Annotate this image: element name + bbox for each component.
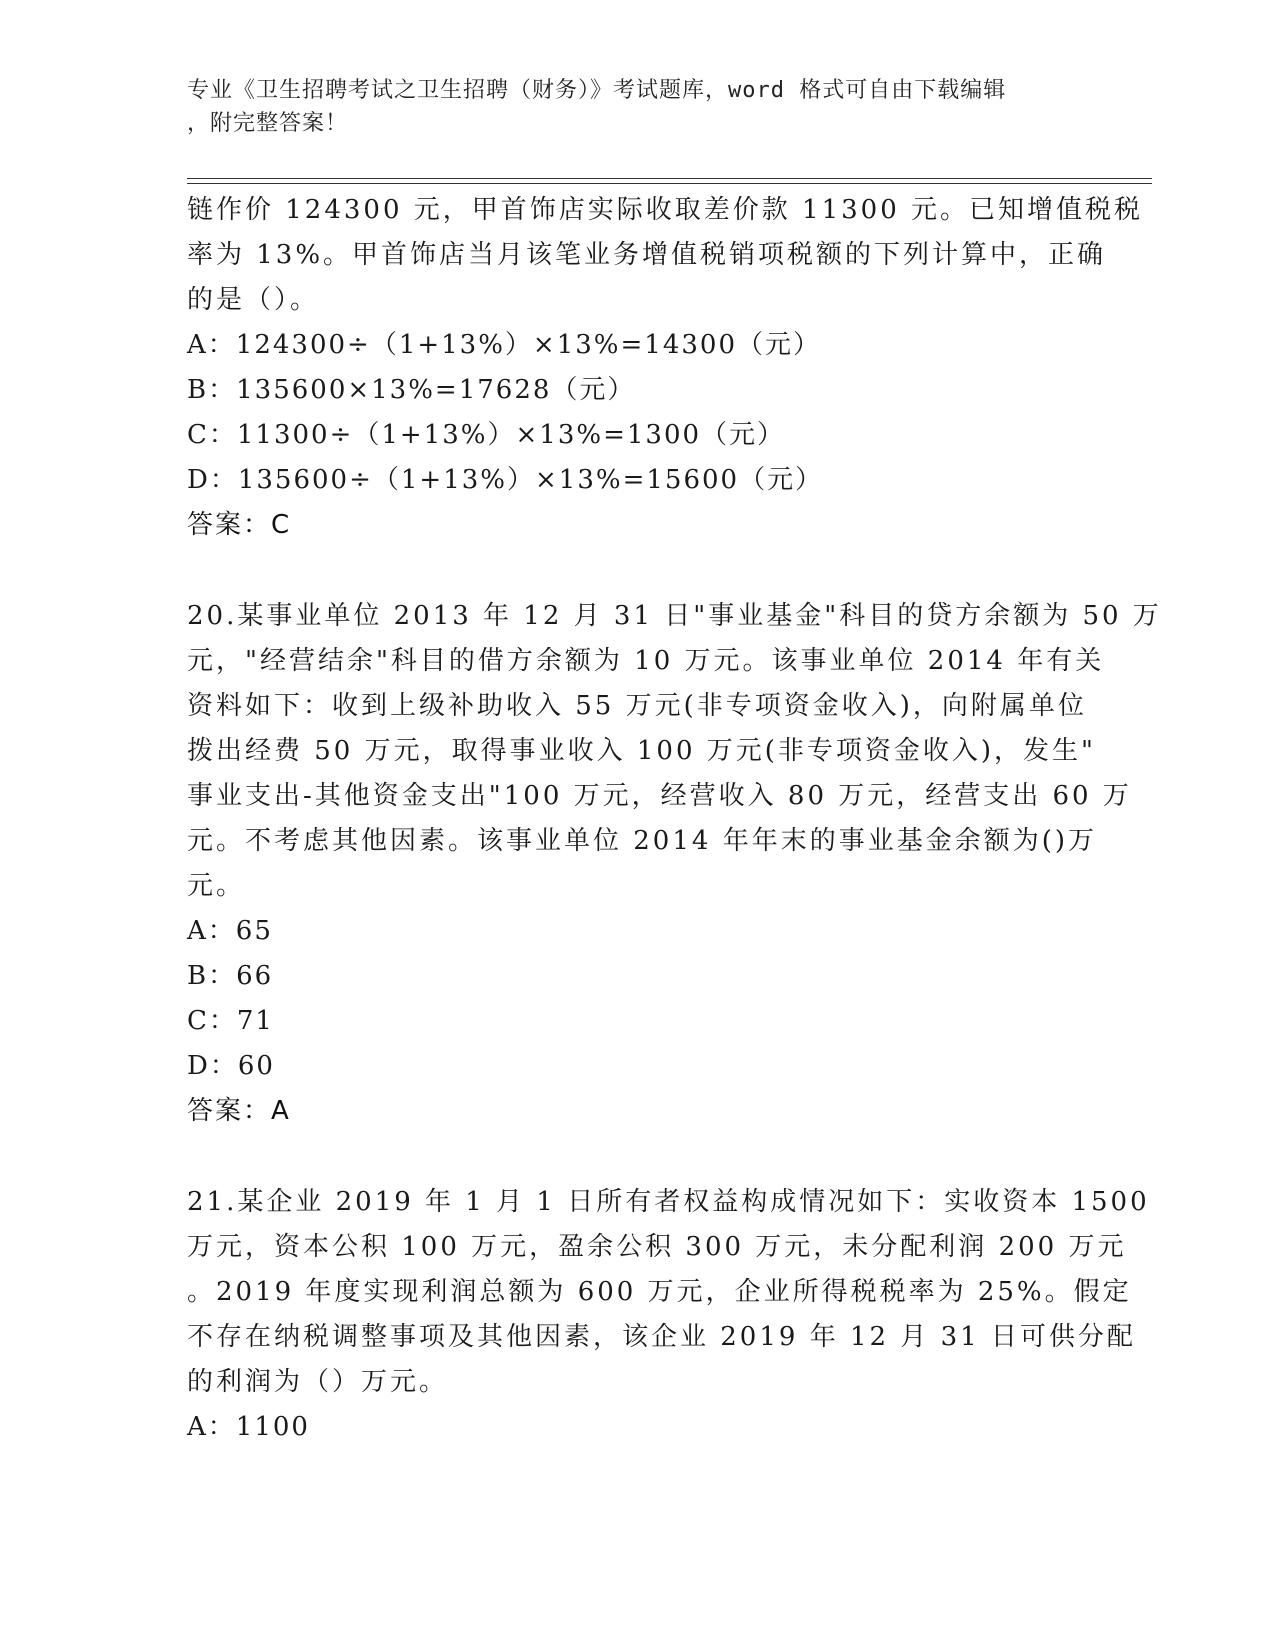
question-21 (187, 1180, 1150, 1450)
header-divider-top (187, 178, 1152, 179)
document-body (187, 188, 1162, 1450)
question-text-line: 21.某企业 2019 年 1 月 1 日所有者权益构成情况如下：实收资本 1500 (187, 1187, 1150, 1217)
option-a: A：65 (187, 916, 273, 946)
question-text-line: 资料如下：收到上级补助收入 55 万元(非专项资金收入)，向附属单位 (187, 691, 1087, 721)
option-d: D：135600÷（1+13%）×13%=15600（元） (187, 465, 824, 495)
question-text-line: 不存在纳税调整事项及其他因素，该企业 2019 年 12 月 31 日可供分配 (187, 1322, 1136, 1352)
question-text-line: 万元，资本公积 100 万元，盈余公积 300 万元，未分配利润 200 万元 (187, 1232, 1127, 1262)
question-text-line: 20.某事业单位 2013 年 12 月 31 日"事业基金"科目的贷方余额为 50 万 (187, 601, 1162, 631)
header-divider-bottom (187, 183, 1152, 184)
question-spacer (187, 1134, 1087, 1180)
option-c: C：71 (187, 1006, 274, 1036)
answer-label: 答案：C (187, 510, 292, 540)
question-text-line: 元。 (187, 871, 246, 901)
question-text-line: 率为 13%。甲首饰店当月该笔业务增值税销项税额的下列计算中，正确 (187, 240, 1107, 270)
header-line-2: ，附完整答案！ (187, 111, 349, 136)
document-header (187, 74, 1067, 140)
question-20 (187, 594, 1162, 1134)
question-text-line: 事业支出-其他资金支出"100 万元，经营收入 80 万元，经营支出 60 万 (187, 781, 1132, 811)
question-text-line: 元。不考虑其他因素。该事业单位 2014 年年末的事业基金余额为()万 (187, 826, 1097, 856)
question-text-line: 链作价 124300 元，甲首饰店实际收取差价款 11300 元。已知增值税税 (187, 195, 1144, 225)
question-19 (187, 188, 1144, 548)
question-text-line: 拨出经费 50 万元，取得事业收入 100 万元(非专项资金收入)，发生" (187, 736, 1097, 766)
question-text-line: 元，"经营结余"科目的借方余额为 10 万元。该事业单位 2014 年有关 (187, 646, 1105, 676)
option-c: C：11300÷（1+13%）×13%=1300（元） (187, 420, 786, 450)
option-b: B：66 (187, 961, 274, 991)
answer-label: 答案：A (187, 1096, 291, 1126)
question-spacer (187, 548, 1087, 594)
option-a: A：124300÷（1+13%）×13%=14300（元） (187, 330, 821, 360)
option-d: D：60 (187, 1051, 275, 1081)
question-text-line: 的是（）。 (187, 285, 320, 315)
option-b: B：135600×13%=17628（元） (187, 375, 636, 405)
header-line-1: 专业《卫生招聘考试之卫生招聘（财务）》考试题库，word 格式可自由下载编辑 (187, 78, 1007, 103)
question-text-line: 的利润为（）万元。 (187, 1367, 449, 1397)
question-text-line: 。2019 年度实现利润总额为 600 万元，企业所得税税率为 25%。假定 (187, 1277, 1132, 1307)
option-a: A：1100 (187, 1412, 310, 1442)
